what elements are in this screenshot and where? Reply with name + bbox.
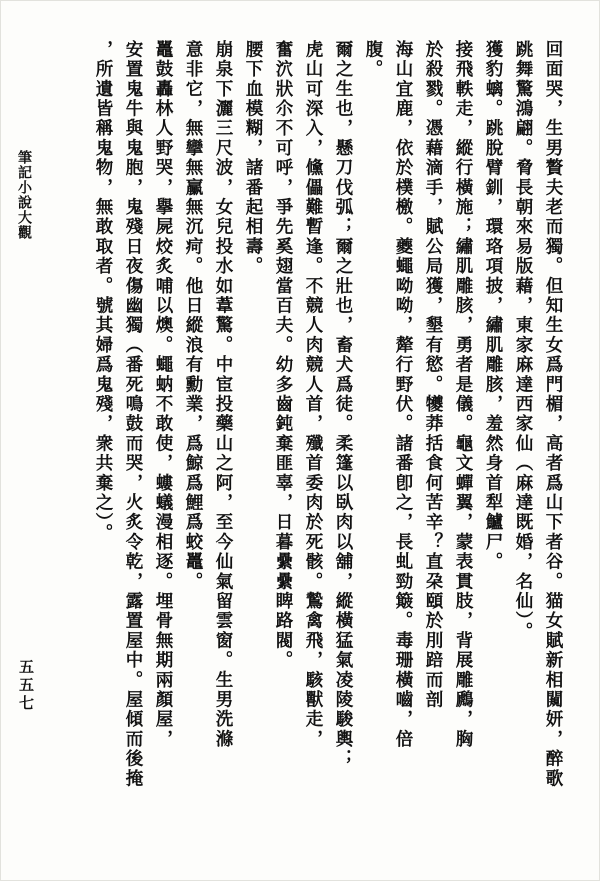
text-column: 獲豹螭。跳脫臂釧，環珞項披，繡肌雕胲，羞然身首犁鱸尸。 <box>483 40 503 572</box>
text-column: 意非它，無攣無臝無沉疴。他日縱浪有勳業，爲鯨爲鯉爲蛟鼉。 <box>183 40 203 592</box>
text-column: 海山宜鹿，依於樸檄。夔蠅呦呦，犛行野伏。諸番卽之，長虬勁簸。毒珊橫嚙，倍 <box>393 40 413 750</box>
text-column: 腰下血模糊，諸番起相壽。 <box>243 40 263 277</box>
text-column: 虎山可深入，儵儡難暫逢。不競人肉競人首，殲首委肉於死骸。鷙禽飛，駭獸走， <box>303 40 323 750</box>
text-column: 鼉鼓轟林人野哭，擧屍烄炙哺以燠。蠅蚋不敢使，螻蟻漫相逐。埋骨無期兩顏屋， <box>153 40 173 750</box>
text-column: 安置鬼牛與鬼胞，鬼殘日夜傷幽獨（番死鳴鼓而哭，火炙令乾，露置屋中。屋傾而後掩 <box>123 40 143 789</box>
text-column: 於殺戮。憑藉滴手，賦公局獲，墾有慾。犪莽括食何苦辛？直朶頤於刖踣而剖 <box>423 40 443 710</box>
text-column: 回面哭，生男贅夫老而獨。但知生女爲門楣，高者爲山下者谷。猫女賦新相闚妍，醉歌 <box>543 40 563 789</box>
text-column: 崩泉下灑三尺波，女兒投水如葦驚。中宦投藥山之阿，至今仙氣留雲窗。生男洗滌 <box>213 40 233 750</box>
text-column: 接飛軼走，縱行橫施；繡肌雕胲，勇者是儀。龜文蟬翼，蒙表貫肢，背展雕鷉，胸 <box>453 40 473 750</box>
text-column: 奮泬狀尒不可呼，爭先奚翅當百夫。幼多齒鈍棄匪辜，日暮纍纍睥路閥。 <box>273 40 293 671</box>
page-number: 五五七 <box>17 659 35 713</box>
text-column: ，所遺皆稱鬼物，無敢取者。號其婦爲鬼殘，衆共棄之）。 <box>93 40 113 544</box>
running-head: 筆記小說大觀 <box>16 150 32 240</box>
text-column: 爾之生也，懸刀伐弧；爾之壯也，畜犬爲徒。柔篷以臥肉以舖，縱橫猛氣凌陵駿輿； <box>333 40 353 769</box>
text-column: 腹。 <box>363 40 383 80</box>
vertical-text-body <box>28 40 568 840</box>
text-column: 跳舞驚鴻翩。脅長朝來易版藉，東家麻達西家仙（麻達既婚，名仙）。 <box>513 40 533 642</box>
